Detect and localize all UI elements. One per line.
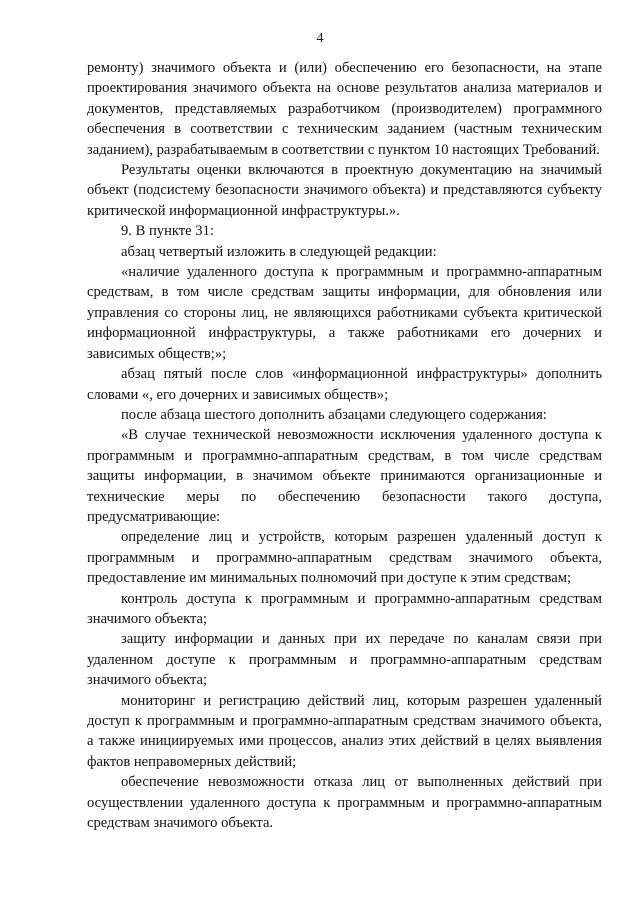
paragraph-fifth-abzats: абзац пятый после слов «информационной инфраструктуры» дополнить словами «, его дочерних и зависимых обществ»;: [87, 366, 602, 403]
paragraph-technical-impossibility: «В случае технической невозможности исключения удаленного доступа к программным и программно-аппаратным средствам, в том числе средствам защиты информации, в значимом объекте принимаются организационные и технические меры по обеспечению безопасности такого доступа, предусматривающие:: [87, 427, 602, 525]
paragraph-after-sixth: после абзаца шестого дополнить абзацами следующего содержания:: [121, 406, 547, 423]
page-number: 4: [316, 31, 324, 46]
paragraph-assessment-results: Результаты оценки включаются в проектную документацию на значимый объект (подсистему безопасности значимого объекта) и представляются субъекту критической информационной инфраструктуры.».: [87, 162, 602, 219]
paragraph-measure-monitoring: мониторинг и регистрацию действий лиц, которым разрешен удаленный доступ к программным и программно-аппаратным средствам значимого объекта, а также инициируемых ими процессов, анализ этих действий в целях выявления фактов неправомерных действий;: [87, 692, 602, 770]
paragraph-measure-access-control: контроль доступа к программным и программно-аппаратным средствам значимого объекта;: [87, 590, 602, 627]
document-body: [87, 58, 602, 833]
paragraph-item-9: 9. В пункте 31:: [121, 223, 214, 240]
paragraph-measure-non-repudiation: обеспечение невозможности отказа лиц от выполненных действий при осуществлении удаленного доступа к программным и программно-аппаратным средствам значимого объекта.: [87, 774, 602, 832]
paragraph-fourth-abzats: абзац четвертый изложить в следующей редакции:: [121, 243, 437, 260]
paragraph-measure-identification: определение лиц и устройств, которым разрешен удаленный доступ к программным и программно-аппаратным средствам значимого объекта, предоставление им минимальных полномочий при доступе к этим средствам;: [87, 529, 602, 587]
paragraph-continuation: ремонту) значимого объекта и (или) обеспечению его безопасности, на этапе проектирования значимого объекта на основе результатов анализа материалов и документов, представляемых разработчиком (производителем) программного обеспечения в соответствии с техническим заданием (частным техническим заданием), разрабатываемым в соответствии с пунктом 10 настоящих Требований.: [87, 60, 602, 158]
paragraph-remote-access: «наличие удаленного доступа к программным и программно-аппаратным средствам, в том числе средствам защиты информации, для обновления или управления со стороны лиц, не являющихся работниками субъекта критической информационной инфраструктуры, а также работниками его дочерних и зависимых обществ;»;: [87, 264, 602, 362]
paragraph-measure-data-protection: защиту информации и данных при их передаче по каналам связи при удаленном доступе к программным и программно-аппаратным средствам значимого объекта;: [87, 631, 602, 689]
